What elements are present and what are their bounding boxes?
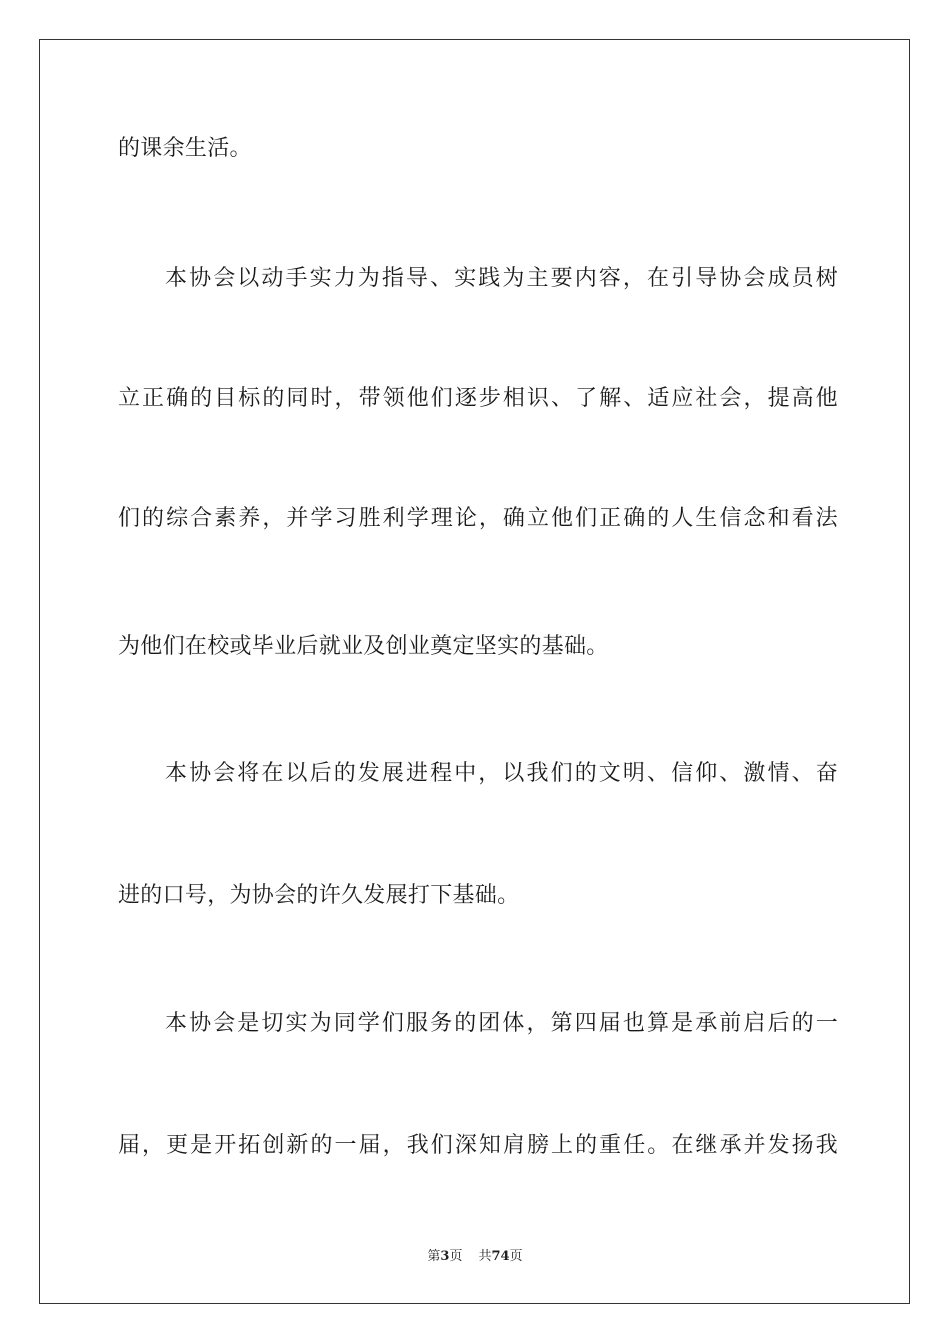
text-line-9: 届，更是开拓创新的一届，我们深知肩膀上的重任。在继承并发扬我 xyxy=(118,1133,838,1158)
text-line-6: 本协会将在以后的发展进程中，以我们的文明、信仰、激情、奋 xyxy=(165,761,838,786)
text-line-1: 的课余生活。 xyxy=(118,136,252,161)
total-label-suffix: 页 xyxy=(509,1249,523,1264)
text-line-3: 立正确的目标的同时，带领他们逐步相识、了解、适应社会，提高他 xyxy=(118,386,838,411)
total-page-count: 74 xyxy=(491,1249,510,1264)
text-line-2: 本协会以动手实力为指导、实践为主要内容，在引导协会成员树 xyxy=(165,266,838,291)
page-label-suffix: 页 xyxy=(449,1249,463,1264)
page-label-prefix: 第 xyxy=(427,1249,441,1264)
text-line-4: 们的综合素养，并学习胜利学理论，确立他们正确的人生信念和看法 xyxy=(118,506,838,531)
page-border xyxy=(39,39,910,1304)
current-page-number: 3 xyxy=(440,1249,450,1264)
text-line-8: 本协会是切实为同学们服务的团体，第四届也算是承前启后的一 xyxy=(165,1011,838,1036)
text-line-5: 为他们在校或毕业后就业及创业奠定坚实的基础。 xyxy=(118,634,609,659)
text-line-7: 进的口号，为协会的许久发展打下基础。 xyxy=(118,883,520,908)
total-label-prefix: 共 xyxy=(478,1249,492,1264)
page-footer xyxy=(0,1248,950,1266)
